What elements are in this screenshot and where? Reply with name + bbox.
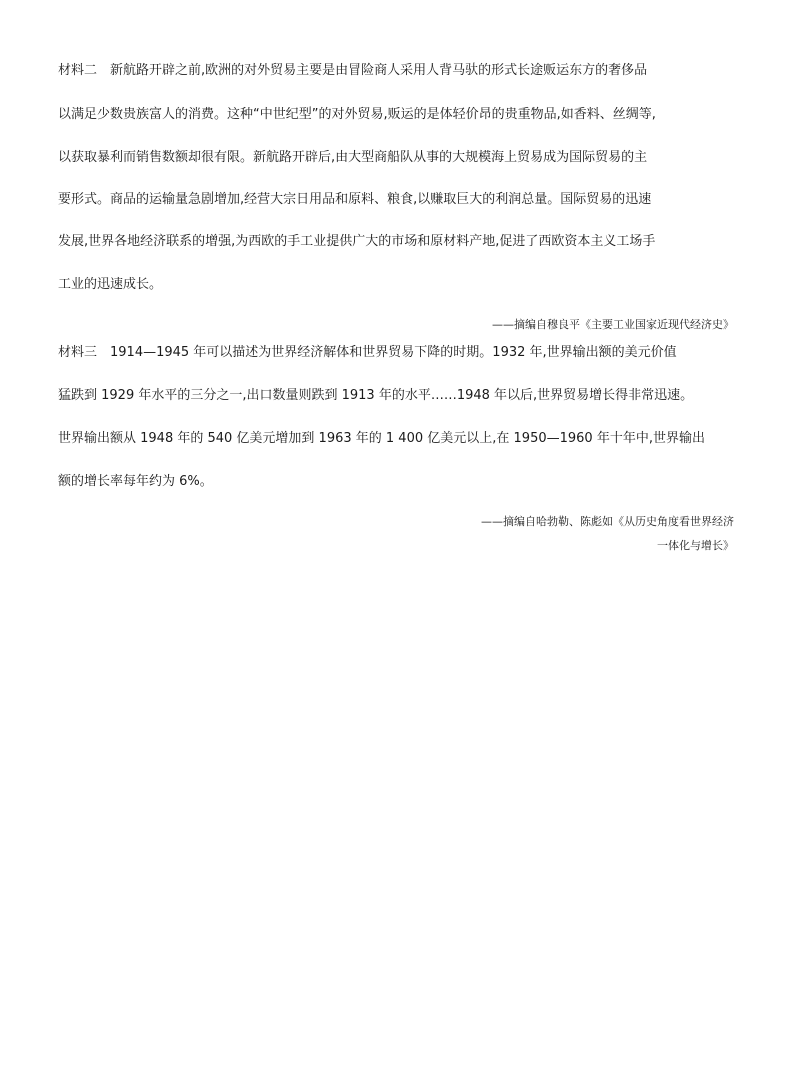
- material-2-line-5: 发展,世界各地经济联系的增强,为西欧的手工业提供广大的市场和原材料产地,促进了西欧资本主义工场手: [58, 234, 656, 249]
- material-2-line-6: 工业的迅速成长。: [58, 277, 163, 292]
- material-2-line-3: 以获取暴利而销售数额却很有限。新航路开辟后,由大型商船队从事的大规模海上贸易成为国际贸易的主: [58, 150, 648, 165]
- material-2-line-4: 要形式。商品的运输量急剧增加,经营大宗日用品和原料、粮食,以赚取巨大的利润总量。国际贸易的迅速: [58, 192, 652, 207]
- material-3-line-4: 额的增长率每年约为 6%。: [58, 474, 213, 489]
- material-3-line-1: 材料三 1914—1945 年可以描述为世界经济解体和世界贸易下降的时期。1932 年,世界输出额的美元价值: [58, 345, 677, 360]
- material-2-source: ——摘编自穆良平《主要工业国家近现代经济史》: [492, 318, 734, 331]
- material-2-line-2: 以满足少数贵族富人的消费。这种“中世纪型”的对外贸易,贩运的是体轻价昂的贵重物品,如香料、丝绸等,: [58, 107, 656, 122]
- material-3-line-2: 猛跌到 1929 年水平的三分之一,出口数量则跌到 1913 年的水平……1948 年以后,世界贸易增长得非常迅速。: [58, 388, 694, 403]
- material-3-line-3: 世界输出额从 1948 年的 540 亿美元增加到 1963 年的 1 400 亿美元以上,在 1950—1960 年十年中,世界输出: [58, 431, 705, 446]
- material-3-source-line-2: 一体化与增长》: [657, 539, 734, 552]
- material-3-source-line-1: ——摘编自哈勃勒、陈彪如《从历史角度看世界经济: [481, 515, 734, 528]
- material-2-line-1: 材料二 新航路开辟之前,欧洲的对外贸易主要是由冒险商人采用人背马驮的形式长途贩运东方的奢侈品: [58, 63, 648, 78]
